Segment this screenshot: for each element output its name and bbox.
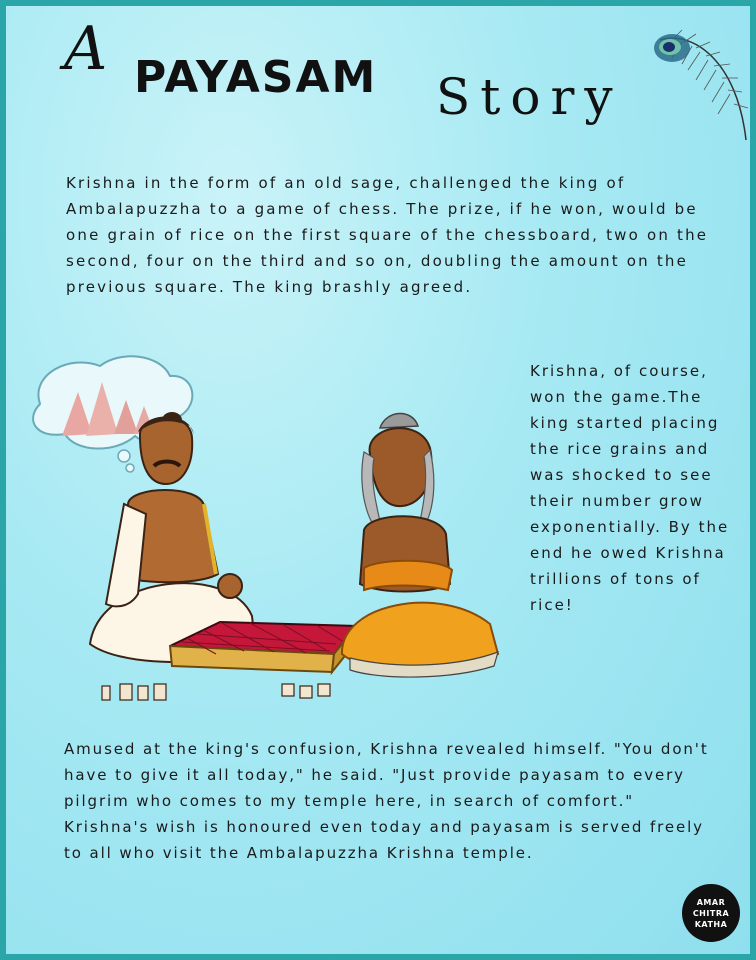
title-story: Story — [436, 68, 623, 126]
story-page — [6, 6, 750, 954]
title-a: A — [64, 14, 108, 84]
title-payasam: PAYASAM — [134, 52, 378, 103]
paragraph-outcome: Krishna, of course, won the game.The king started placing the rice grains and was shocked to see their number grow exponentially. By the end he owed Krishna trillions of tons of rice! — [530, 362, 730, 614]
logo-line-3: KATHA — [694, 919, 728, 929]
paragraph-intro: Krishna in the form of an old sage, challenged the king of Ambalapuzzha to a game of chess. The prize, if he won, would be one grain of rice on the first square of the chessboard, two on the second, four on the third and so on, doubling the amount on the previous square. The king brashly agreed. — [66, 174, 709, 296]
chess-pieces — [102, 684, 330, 700]
logo-line-2: CHITRA — [692, 908, 730, 918]
sage-figure — [342, 413, 498, 677]
peacock-feather-icon — [642, 20, 750, 170]
paragraph-ending: Amused at the king's confusion, Krishna revealed himself. "You don't have to give it all today," he said. "Just provide payasam to every pilgrim who comes to my temple here, in search of comfort." Krishna's wish is honoured even today and payasam is served freely to all who visit the Ambalapuzzha Krishna temple. — [64, 740, 709, 862]
amar-chitra-katha-logo — [682, 884, 740, 942]
page-title — [6, 6, 750, 146]
logo-line-1: AMAR — [696, 897, 726, 907]
illustration-king-and-sage — [20, 354, 514, 714]
